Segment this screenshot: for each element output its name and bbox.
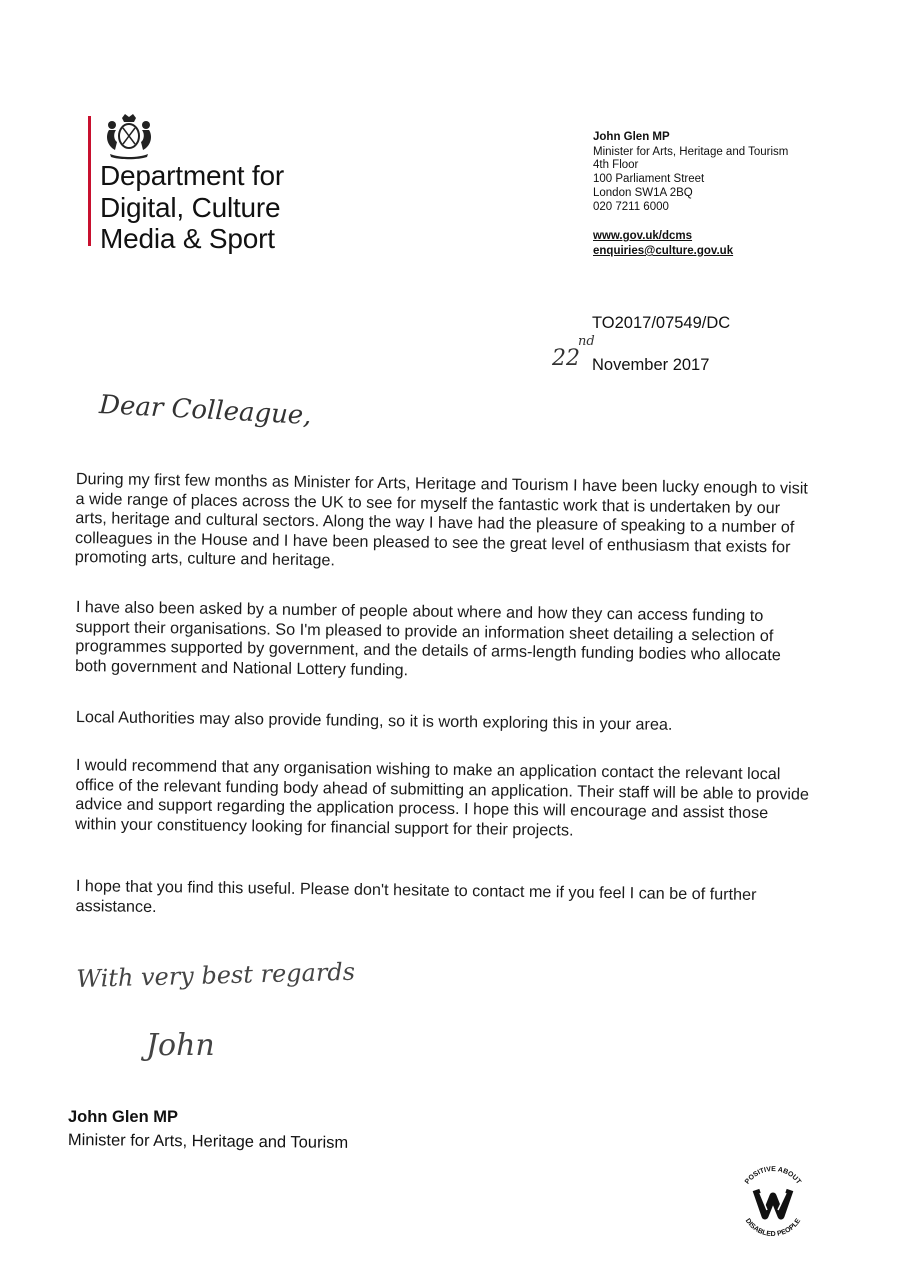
- sender-name: John Glen MP: [593, 131, 670, 143]
- department-name-line-1: Department for: [100, 160, 284, 191]
- body-paragraph-5: I hope that you find this useful. Please don't hesitate to contact me if you feel I can be of further assistance.: [75, 877, 757, 916]
- closing-handwritten: With very best regards: [76, 957, 356, 993]
- svg-text:DISABLED PEOPLE: [744, 1217, 803, 1238]
- date-suffix-handwritten: nd: [578, 334, 595, 349]
- sender-address-line-1: 4th Floor: [593, 159, 639, 171]
- sender-address-line-2: 100 Parliament Street: [593, 173, 705, 185]
- sender-email-link[interactable]: enquiries@culture.gov.uk: [593, 245, 734, 257]
- sender-phone: 020 7211 6000: [593, 201, 669, 213]
- sender-title: Minister for Arts, Heritage and Tourism: [593, 146, 789, 158]
- date-day-handwritten: 22: [552, 346, 580, 371]
- svg-text:POSITIVE ABOUT: [744, 1166, 802, 1186]
- positive-about-disabled-people-icon: [732, 1160, 814, 1242]
- handwritten-signature: John: [146, 1028, 215, 1063]
- department-name-line-3: Media & Sport: [100, 223, 275, 254]
- signatory-title: Minister for Arts, Heritage and Tourism: [67, 1131, 349, 1152]
- royal-coat-of-arms-icon: [102, 112, 156, 160]
- salutation-handwritten: Dear Colleague,: [98, 390, 313, 432]
- reference-number: TO2017/07549/DC: [592, 314, 731, 332]
- date-month-year: November 2017: [592, 356, 710, 374]
- body-paragraph-2: I have also been asked by a number of people about where and how they can access funding to support their organisations. So I'm pleased to provide an information sheet detailing a selection of programmes supported by government, and the details of arms-length funding bodies who allocate both government and National Lottery funding.: [74, 598, 781, 679]
- signatory-name: John Glen MP: [68, 1108, 179, 1126]
- letterhead-red-rule: [88, 116, 91, 246]
- body-paragraph-4: I would recommend that any organisation wishing to make an application contact the relevant local office of the relevant funding body ahead of submitting an application. Their staff will be able to provide advice and support regarding the application process. I hope this will encourage and assist those within your constituency looking for financial support for their projects.: [74, 756, 810, 840]
- logo-text-bottom: DISABLED PEOPLE: [743, 1217, 803, 1239]
- body-paragraph-1: During my first few months as Minister for Arts, Heritage and Tourism I have been lucky enough to visit a wide range of places across the UK to see for myself the fantastic work that is undertaken by our arts, heritage and cultural sectors. Along the way I have had the pleasure of speaking to a number of colleagues in the House and I have been pleased to see the great level of enthusiasm that exists for promoting arts, culture and heritage.: [74, 470, 808, 570]
- logo-text-top: POSITIVE ABOUT: [744, 1165, 802, 1186]
- sender-address-line-3: London SW1A 2BQ: [593, 187, 693, 199]
- department-name-line-2: Digital, Culture: [100, 192, 281, 223]
- sender-website-link[interactable]: www.gov.uk/dcms: [593, 230, 693, 242]
- body-paragraph-3: Local Authorities may also provide funding, so it is worth exploring this in your area.: [75, 708, 673, 734]
